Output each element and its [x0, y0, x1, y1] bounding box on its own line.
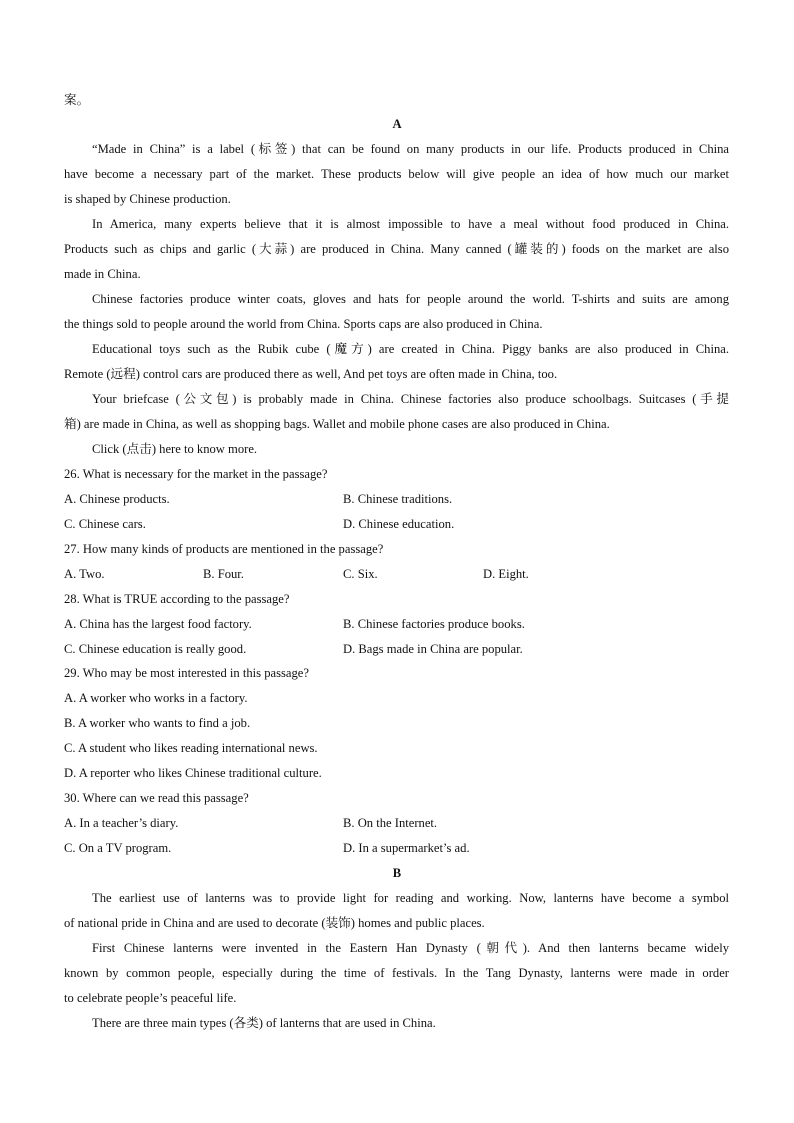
question-28-option-d[interactable]: D. Bags made in China are popular. — [343, 642, 523, 656]
passage-a-line: made in China. — [64, 267, 141, 281]
question-26-stem: 26. What is necessary for the market in the passage? — [64, 467, 328, 481]
question-29-option-a[interactable]: A. A worker who works in a factory. — [64, 691, 248, 705]
question-29-stem: 29. Who may be most interested in this passage? — [64, 666, 309, 680]
question-30-option-c[interactable]: C. On a TV program. — [64, 841, 172, 855]
passage-a-line: Educational toys such as the Rubik cube (魔方) are created in China. Piggy banks are also produced in China. — [92, 342, 729, 356]
passage-b-line: known by common people, especially during the time of festivals. In the Tang Dynasty, lanterns were made in order — [64, 966, 729, 980]
question-27-option-b[interactable]: B. Four. — [203, 567, 244, 581]
question-26-option-c[interactable]: C. Chinese cars. — [64, 517, 146, 531]
question-27-option-d[interactable]: D. Eight. — [483, 567, 529, 581]
passage-a-line: Products such as chips and garlic (大蒜) are produced in China. Many canned (罐装的) foods on the market are also — [64, 242, 729, 256]
passage-a-line: is shaped by Chinese production. — [64, 192, 231, 206]
passage-b-line: There are three main types (各类) of lanterns that are used in China. — [92, 1016, 436, 1030]
question-30-stem: 30. Where can we read this passage? — [64, 791, 249, 805]
passage-a-line: Chinese factories produce winter coats, gloves and hats for people around the world. T-shirts and suits are among — [92, 292, 729, 306]
question-26-option-d[interactable]: D. Chinese education. — [343, 517, 455, 531]
passage-a-line: In America, many experts believe that it is almost impossible to have a meal without food produced in China. — [92, 217, 729, 231]
passage-a-line: “Made in China” is a label (标签) that can be found on many products in our life. Products produced in China — [92, 142, 729, 156]
question-27-option-c[interactable]: C. Six. — [343, 567, 378, 581]
passage-a-line: Click (点击) here to know more. — [92, 442, 258, 456]
question-27-option-a[interactable]: A. Two. — [64, 567, 105, 581]
passage-b-line: of national pride in China and are used to decorate (装饰) homes and public places. — [64, 916, 485, 930]
question-30-option-b[interactable]: B. On the Internet. — [343, 816, 438, 830]
passage-a-line: Your briefcase (公文包) is probably made in China. Chinese factories also produce schoolbags. Suitcases (手提 — [92, 392, 729, 406]
passage-a-line: the things sold to people around the world from China. Sports caps are also produced in China. — [64, 317, 543, 331]
question-28-option-c[interactable]: C. Chinese education is really good. — [64, 642, 247, 656]
header-fragment: 案。 — [64, 93, 90, 107]
question-26-option-a[interactable]: A. Chinese products. — [64, 492, 170, 506]
passage-b-line: to celebrate people’s peaceful life. — [64, 991, 237, 1005]
question-26-option-b[interactable]: B. Chinese traditions. — [343, 492, 453, 506]
question-30-option-a[interactable]: A. In a teacher’s diary. — [64, 816, 179, 830]
question-27-stem: 27. How many kinds of products are mentioned in the passage? — [64, 542, 384, 556]
passage-a-line: Remote (远程) control cars are produced there as well, And pet toys are often made in China, too. — [64, 367, 558, 381]
question-29-option-b[interactable]: B. A worker who wants to find a job. — [64, 716, 251, 730]
passage-b-line: The earliest use of lanterns was to provide light for reading and working. Now, lanterns have become a symbol — [92, 891, 729, 905]
question-29-option-d[interactable]: D. A reporter who likes Chinese traditional culture. — [64, 766, 322, 780]
question-30-option-d[interactable]: D. In a supermarket’s ad. — [343, 841, 470, 855]
passage-a-line: 箱) are made in China, as well as shopping bags. Wallet and mobile phone cases are also produced in China. — [64, 417, 610, 431]
question-28-stem: 28. What is TRUE according to the passage? — [64, 592, 290, 606]
question-28-option-b[interactable]: B. Chinese factories produce books. — [343, 617, 525, 631]
passage-a-line: have become a necessary part of the market. These products below will give people an idea of how much our market — [64, 167, 729, 181]
question-28-option-a[interactable]: A. China has the largest food factory. — [64, 617, 252, 631]
passage-b-heading: B — [392, 866, 402, 880]
passage-b-line: First Chinese lanterns were invented in the Eastern Han Dynasty (朝代). And then lanterns became widely — [92, 941, 729, 955]
passage-a-heading: A — [392, 117, 402, 131]
question-29-option-c[interactable]: C. A student who likes reading international news. — [64, 741, 318, 755]
